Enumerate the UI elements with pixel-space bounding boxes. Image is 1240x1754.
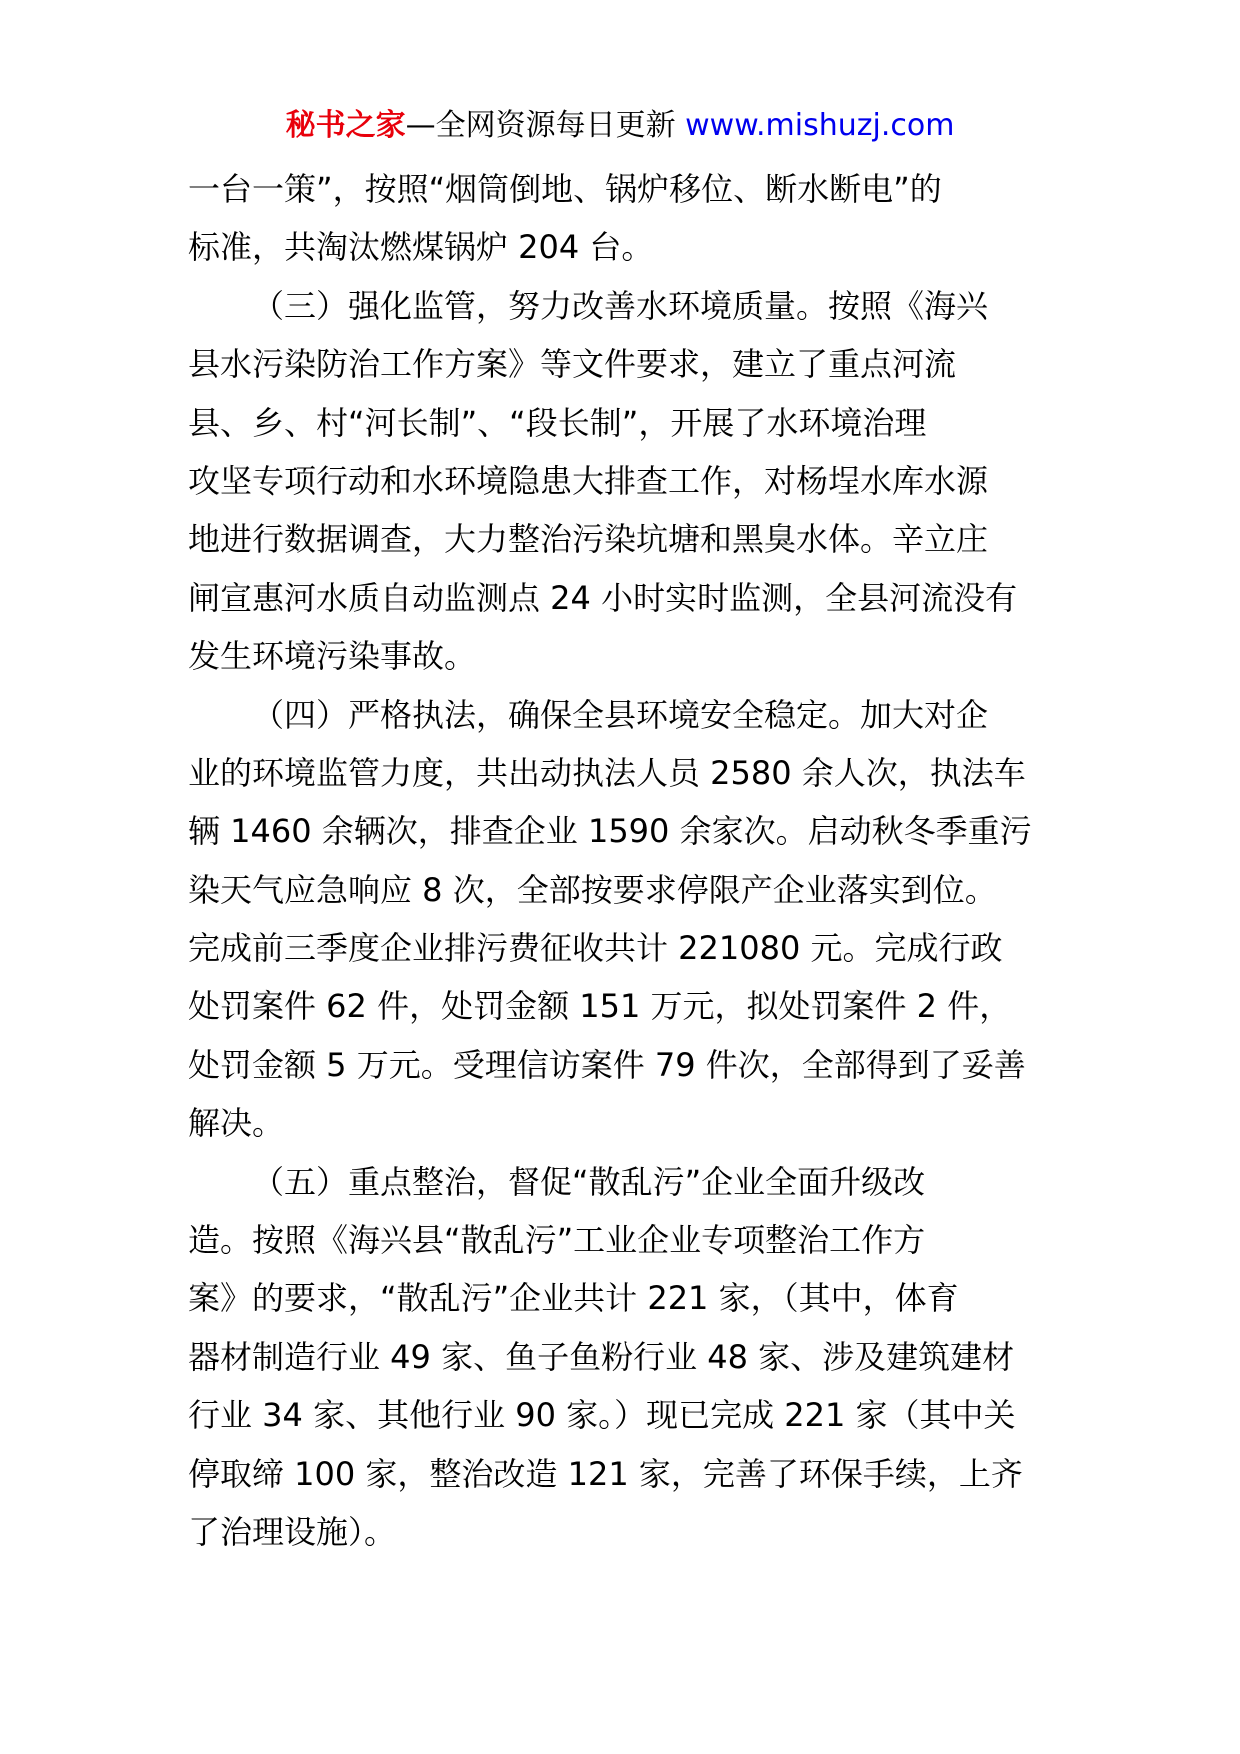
text-line: 器材制造行业 49 家、鱼子鱼粉行业 48 家、涉及建筑建材 xyxy=(188,1337,1015,1376)
text-line: 造。按照《海兴县“散乱污”工业企业专项整治工作方 xyxy=(188,1221,926,1260)
header-tagline: —全网资源每日更新 xyxy=(405,108,686,143)
text-line: 一台一策”，按照“烟筒倒地、锅炉移位、断水断电”的 xyxy=(188,170,942,208)
text-line: 发生环境污染事故。 xyxy=(188,637,477,676)
text-line: 了治理设施）。 xyxy=(188,1512,397,1551)
header-brand: 秘书之家 xyxy=(285,108,406,143)
section-heading-4: （四）严格执法，确保全县环境安全稳定。加大对企 xyxy=(252,695,989,734)
text-line: 标准，共淘汰燃煤锅炉 204 台。 xyxy=(188,228,654,267)
text-line: 攻坚专项行动和水环境隐患大排查工作，对杨埕水库水源 xyxy=(188,461,989,500)
text-line: 完成前三季度企业排污费征收共计 221080 元。完成行政 xyxy=(188,929,1003,968)
text-line: 行业 34 家、其他行业 90 家。）现已完成 221 家（其中关 xyxy=(188,1396,1016,1435)
text-line: 处罚金额 5 万元。受理信访案件 79 件次，全部得到了妥善 xyxy=(188,1045,1026,1084)
text-line: 业的环境监管力度，共出动执法人员 2580 余人次，执法车 xyxy=(188,753,1026,792)
text-line: 解决。 xyxy=(188,1104,285,1143)
page-header xyxy=(0,104,1240,148)
header-url-link[interactable]: www.mishuzj.com xyxy=(685,108,955,143)
text-line: 染天气应急响应 8 次，全部按要求停限产企业落实到位。 xyxy=(188,870,997,909)
text-line: 处罚案件 62 件，处罚金额 151 万元，拟处罚案件 2 件， xyxy=(188,987,1012,1026)
document-body xyxy=(188,160,1068,1561)
text-line: 闸宣惠河水质自动监测点 24 小时实时监测，全县河流没有 xyxy=(188,578,1018,617)
section-heading-3: （三）强化监管，努力改善水环境质量。按照《海兴 xyxy=(252,286,989,325)
text-line: 停取缔 100 家，整治改造 121 家，完善了环保手续，上齐 xyxy=(188,1454,1023,1493)
text-line: 案》的要求，“散乱污”企业共计 221 家，（其中，体育 xyxy=(188,1279,959,1318)
text-line: 辆 1460 余辆次，排查企业 1590 余家次。启动秋冬季重污 xyxy=(188,812,1032,851)
text-line: 县水污染防治工作方案》等文件要求，建立了重点河流 xyxy=(188,345,957,384)
section-heading-5: （五）重点整治，督促“散乱污”企业全面升级改 xyxy=(252,1162,926,1201)
text-line: 县、乡、村“河长制”、“段长制”，开展了水环境治理 xyxy=(188,403,927,442)
text-line: 地进行数据调查，大力整治污染坑塘和黑臭水体。辛立庄 xyxy=(188,520,989,559)
